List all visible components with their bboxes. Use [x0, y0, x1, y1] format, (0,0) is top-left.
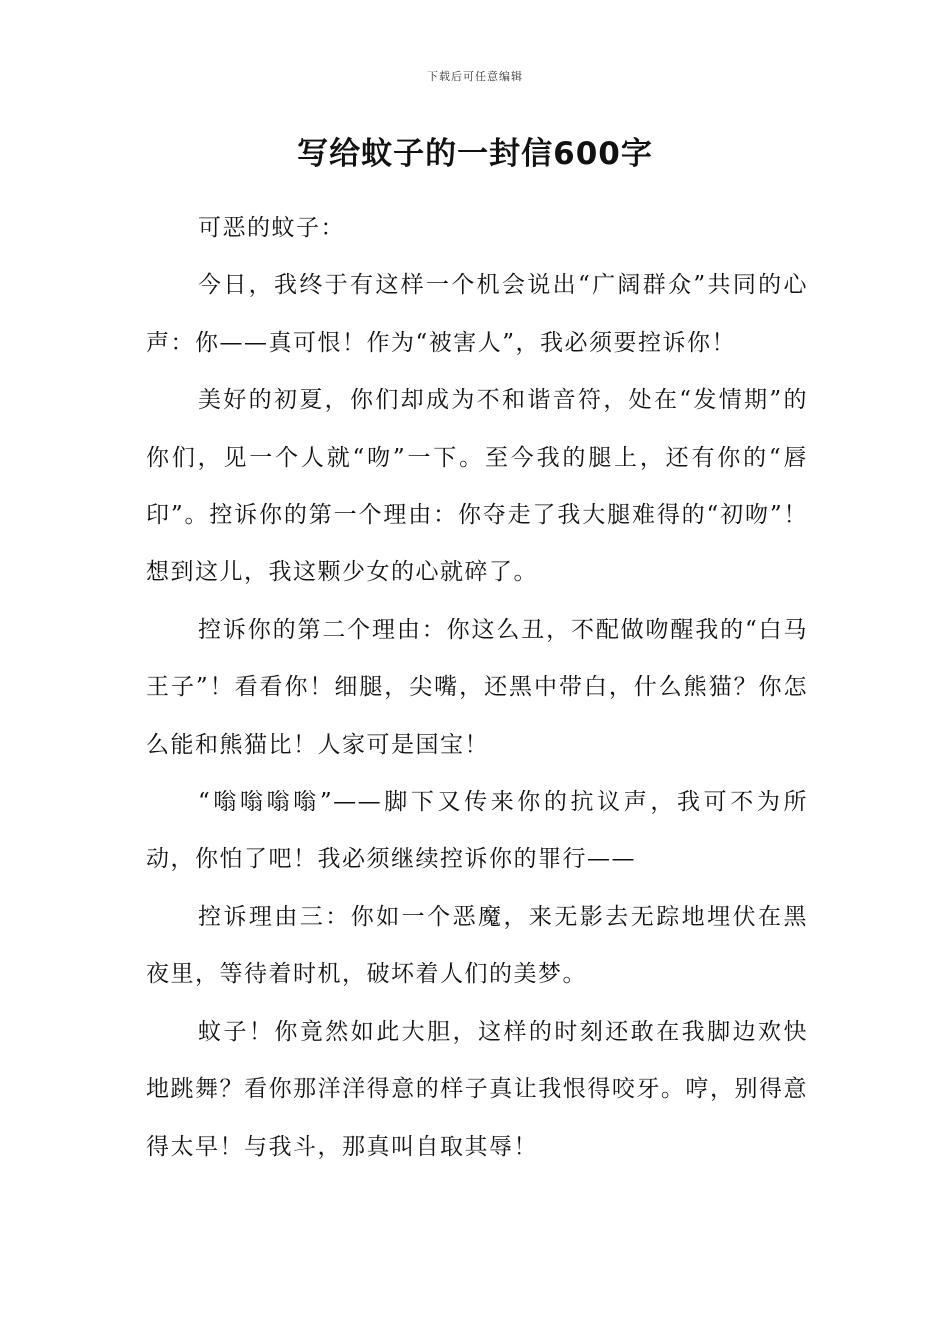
header-note: 下载后可任意编辑 — [427, 70, 523, 83]
salutation: 可恶的蚊子： — [198, 215, 345, 241]
paragraph: 蚊子！你竟然如此大胆，这样的时刻还敢在我脚边欢快地跳舞？看你那洋洋得意的样子真让我恨得咬牙。哼，别得意得太早！与我斗，那真叫自取其辱！ — [146, 1018, 808, 1160]
letter-body — [146, 200, 808, 1176]
document-title: 写给蚊子的一封信600字 — [297, 136, 653, 172]
paragraph: 控诉你的第二个理由：你这么丑，不配做吻醒我的“白马王子”！看看你！细腿，尖嘴，还黑中带白，什么熊猫？你怎么能和熊猫比！人家可是国宝！ — [146, 616, 808, 758]
paragraph: “嗡嗡嗡嗡”——脚下又传来你的抗议声，我可不为所动，你怕了吧！我必须继续控诉你的罪行—— — [146, 789, 808, 873]
paragraph: 今日，我终于有这样一个机会说出“广阔群众”共同的心声：你——真可恨！作为“被害人”，我必须要控诉你！ — [146, 272, 808, 356]
paragraph: 控诉理由三：你如一个恶魔，来无影去无踪地埋伏在黑夜里，等待着时机，破坏着人们的美梦。 — [146, 903, 808, 988]
paragraph: 美好的初夏，你们却成为不和谐音符，处在“发情期”的你们，见一个人就“吻”一下。至今我的腿上，还有你的“唇印”。控诉你的第一个理由：你夺走了我大腿难得的“初吻”！想到这儿，我这颗少女的心就碎了。 — [146, 387, 808, 586]
